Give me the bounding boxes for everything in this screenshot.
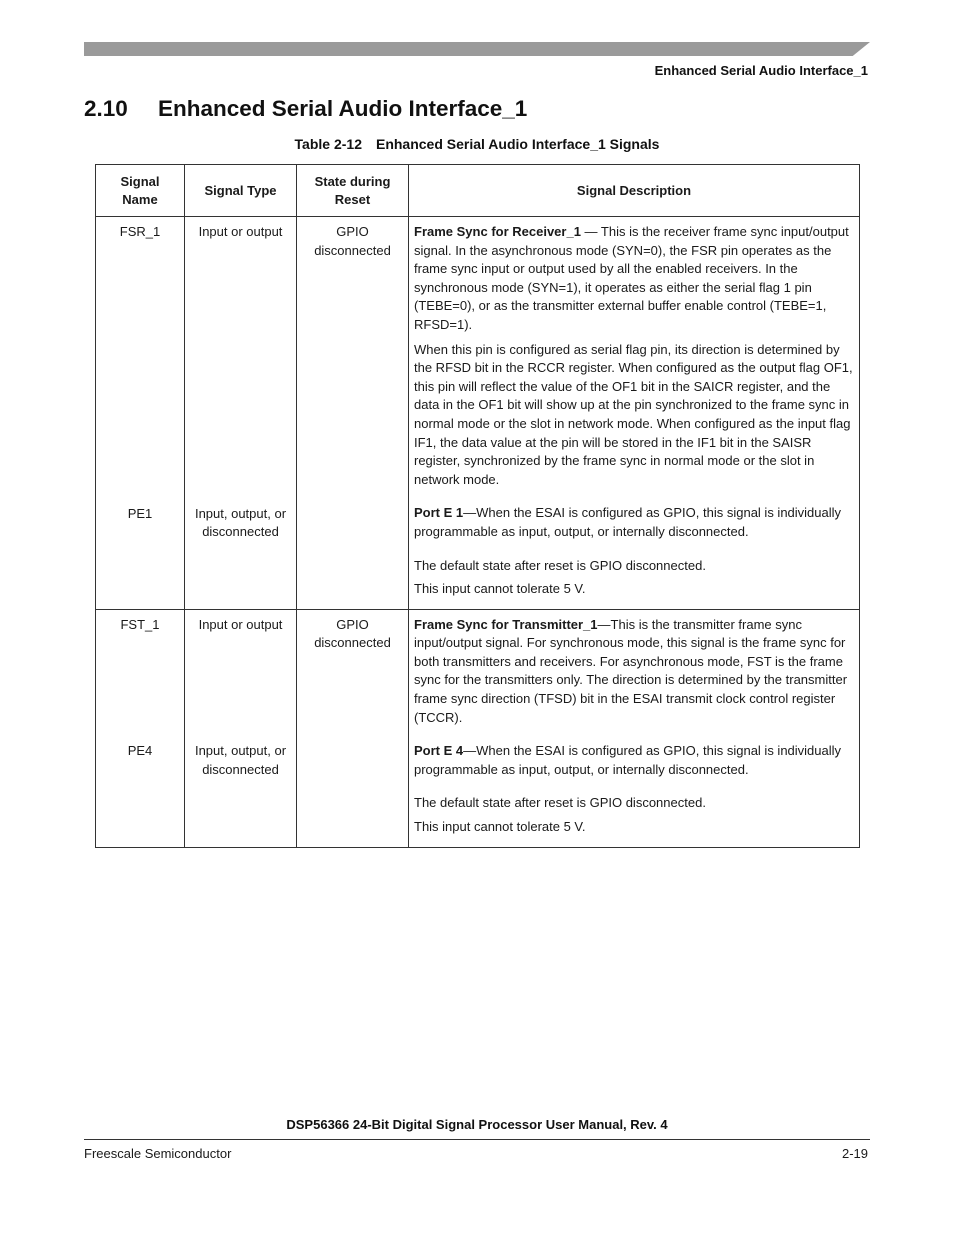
alt-signal-name: PE1 [127,505,153,521]
column-header-line: State during [314,174,391,189]
alt-signal-type-line: Input, output, or [194,505,287,521]
reset-state-line: GPIO [336,224,369,239]
signal-type: Input or output [198,616,283,632]
reset-state-line: disconnected [314,242,391,258]
reset-state-line: GPIO [336,616,369,632]
signal-description [414,610,854,728]
column-header-line: Signal [120,174,160,189]
header-decorative-bar [84,42,870,56]
reset-note: The default state after reset is GPIO disconnected. [414,795,706,811]
footer-company: Freescale Semiconductor [84,1146,232,1161]
signal-description [414,217,854,335]
signal-name: FSR_1 [119,224,161,239]
column-header-signal-name [96,165,185,217]
signal-type: Input or output [198,224,283,239]
column-header-signal-description [409,165,860,217]
footer-manual-title: DSP56366 24-Bit Digital Signal Processor User Manual, Rev. 4 [286,1117,668,1132]
column-header-line: Signal Type [204,182,277,198]
description-text: —This is the transmitter frame sync input/output signal. For synchronous mode, this signal is the frame sync for both transmitters and receivers. For asynchronous mode, FST is the frame sync for the transmitters only. The direction is determined by the transmitter frame sync direction (TFSD) bit in the ESAI transmit clock control register (TCCR). [414,616,848,725]
column-header-line: Name [122,191,158,207]
description-lead: Port E 1 [414,505,464,521]
section-title [84,96,527,122]
tolerance-note: This input cannot tolerate 5 V. [414,819,586,835]
description-text: —When the ESAI is configured as GPIO, this signal is individually programmable as input, output, or internally disconnected. [414,743,842,777]
description-lead: Frame Sync for Transmitter_1 [414,616,598,632]
signal-type-cell [185,217,297,610]
column-header-signal-type [185,165,297,217]
reset-state-line: disconnected [314,635,391,651]
table-header-row [96,165,860,217]
reset-state-cell [297,609,409,847]
alt-signal-type-line: disconnected [202,524,279,540]
column-header-reset-state [297,165,409,217]
description-lead: Port E 4 [414,743,464,759]
table-row [96,217,860,610]
signals-table [95,164,860,848]
alt-signal-type-line: Input, output, or [194,743,287,759]
reset-state-cell [297,217,409,610]
signal-type-cell [185,609,297,847]
section-number: 2.10 [84,96,128,121]
running-header: Enhanced Serial Audio Interface_1 [654,63,868,78]
signal-name-cell [96,609,185,847]
alt-signal-description [414,504,854,541]
table-row [96,609,860,847]
description-lead: Frame Sync for Receiver_1 [414,224,581,239]
footer-divider [84,1139,870,1140]
description-text: — This is the receiver frame sync input/output signal. In the asynchronous mode (SYN=0), the FSR pin operates as the frame sync input or output used by all the enabled receivers. In the synchronous mode (SYN=1), it operates as either the serial flag 1 pin (TEBE=0), or as the transmitter external buffer enable control (TEBE=1, RFSD=1). [414,224,849,332]
signal-description-cell [409,217,860,610]
column-header-line: Signal Description [576,182,692,198]
alt-signal-type-line: disconnected [202,761,279,777]
alt-signal-description [414,742,854,779]
alt-signal-name: PE4 [127,743,153,759]
description-text: —When the ESAI is configured as GPIO, this signal is individually programmable as input, output, or internally disconnected. [414,505,842,539]
signal-name-cell [96,217,185,610]
table-caption [0,136,954,152]
reset-note: The default state after reset is GPIO disconnected. [414,557,706,573]
section-title-text: Enhanced Serial Audio Interface_1 [158,96,528,121]
footer-page-number: 2-19 [841,1146,868,1161]
column-header-line: Reset [334,191,371,207]
signal-description-extra: When this pin is configured as serial flag pin, its direction is determined by the RFSD bit in the RCCR register. When configured as the output flag OF1, this pin will reflect the value of the OF1 bit in the SAICR register, and the data in the OF1 bit will show up at the pin synchronized to the frame sync in normal mode or the slot in network mode. When configured as the input flag IF1, the data value at the pin will be stored in the IF1 bit in the SAISR register, synchronized by the frame sync in normal mode or the slot in network mode. [414,341,853,487]
signal-name: FST_1 [120,616,160,632]
tolerance-note: This input cannot tolerate 5 V. [414,581,586,597]
signal-description-cell [409,609,860,847]
table-caption-number: Table 2-12 [294,136,362,152]
table-caption-title: Enhanced Serial Audio Interface_1 Signals [375,136,660,152]
